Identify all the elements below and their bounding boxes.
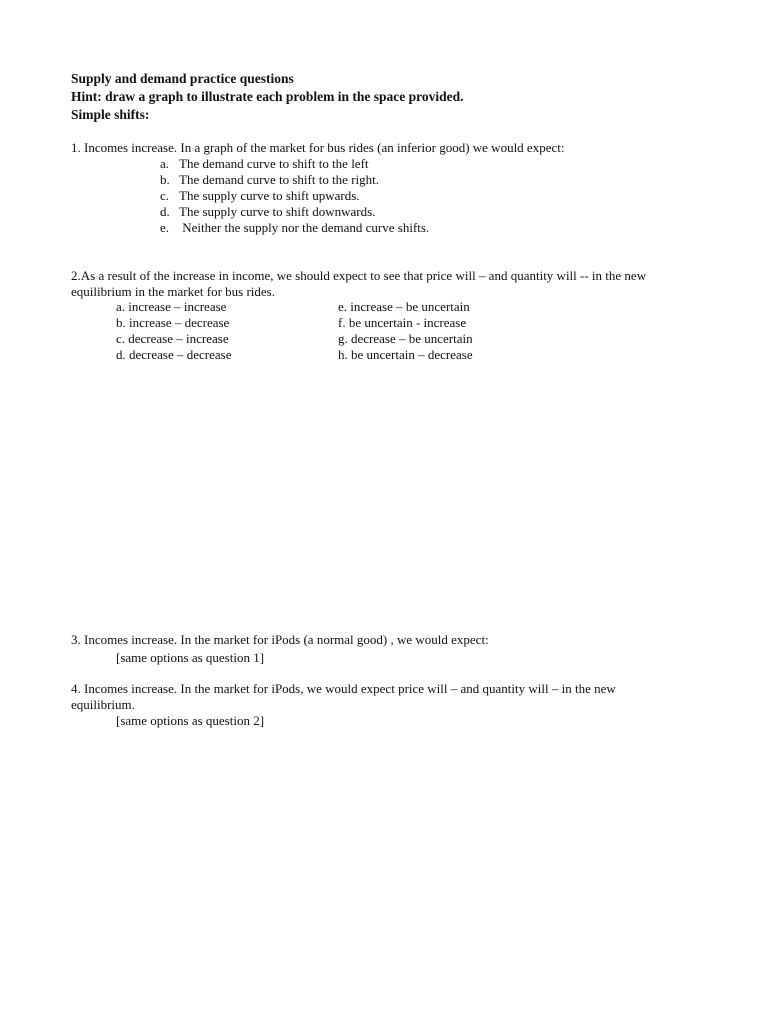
q2-option-right: g. decrease – be uncertain [338, 331, 473, 346]
question-3-prompt: 3. Incomes increase. In the market for iPods (a normal good) , we would expect: [71, 632, 489, 647]
q1-option-letter: d. [160, 204, 170, 219]
q1-option-text: The supply curve to shift upwards. [179, 188, 360, 203]
question-3-note: [same options as question 1] [116, 650, 265, 665]
section-heading: Simple shifts: [71, 107, 150, 122]
q1-option-letter: e. [160, 220, 170, 235]
q1-option-text: Neither the supply nor the demand curve shifts. [179, 220, 430, 235]
q1-option-text: The demand curve to shift to the right. [179, 172, 380, 187]
q2-option-left: a. increase – increase [116, 299, 227, 314]
q1-option-letter: b. [160, 172, 170, 187]
q1-option-text: The supply curve to shift downwards. [179, 204, 376, 219]
hint-line: Hint: draw a graph to illustrate each problem in the space provided. [71, 89, 464, 104]
question-2-prompt-line2: equilibrium in the market for bus rides. [71, 284, 275, 299]
question-4-prompt-line2: equilibrium. [71, 697, 135, 712]
question-2-prompt-line1: 2.As a result of the increase in income, we should expect to see that price will – and quantity will -- in the new [71, 268, 647, 283]
q2-option-right: e. increase – be uncertain [338, 299, 470, 314]
q2-option-left: c. decrease – increase [116, 331, 229, 346]
question-4-note: [same options as question 2] [116, 713, 265, 728]
document-title: Supply and demand practice questions [71, 71, 294, 86]
q1-option-letter: a. [160, 156, 170, 171]
question-4-prompt-line1: 4. Incomes increase. In the market for iPods, we would expect price will – and quantity will – in the new [71, 681, 616, 696]
q2-option-right: f. be uncertain - increase [338, 315, 467, 330]
q1-option-letter: c. [160, 188, 170, 203]
q2-option-left: b. increase – decrease [116, 315, 230, 330]
q2-option-left: d. decrease – decrease [116, 347, 232, 362]
q1-option-text: The demand curve to shift to the left [179, 156, 369, 171]
question-1-prompt: 1. Incomes increase. In a graph of the market for bus rides (an inferior good) we would expect: [71, 140, 565, 155]
q2-option-right: h. be uncertain – decrease [338, 347, 473, 362]
